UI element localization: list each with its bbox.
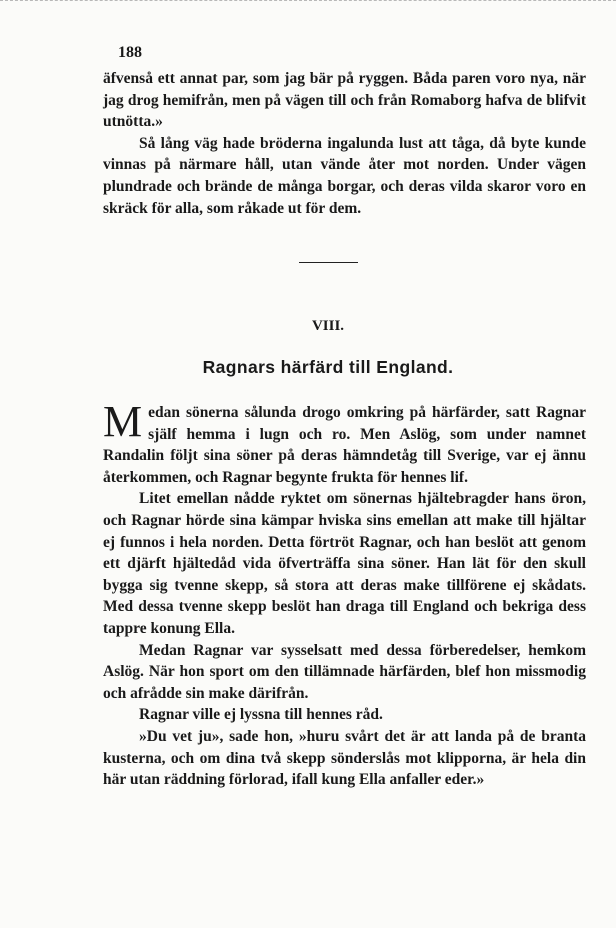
paragraph: Medan Ragnar var sysselsatt med dessa förberedelser, hemkom Aslög. När hon sport om den tillämnade härfärden, blef hon missmodig och afrådde sin make därifrån. (103, 641, 586, 702)
first-paragraph (103, 397, 586, 488)
chapter-number: VIII. (311, 318, 345, 334)
paragraph: »Du vet ju», sade hon, »huru svårt det är att landa på de branta kusterna, och om dina två skepp sönderslås mot klipporna, är hela din här utan räddning förlorad, ifall kung Ella anfaller eder.» (103, 727, 586, 789)
paragraph: Ragnar ville ej lyssna till hennes råd. (139, 706, 383, 724)
page-number: 188 (118, 44, 142, 61)
paragraph: äfvenså ett annat par, som jag bär på ryggen. Båda paren voro nya, när jag drog hemifrån, men på vägen till och från Romaborg hafva de blifvit utnötta.» (103, 70, 586, 131)
page-top-border (0, 0, 616, 1)
first-paragraph-text: edan sönerna sålunda drogo omkring på härfärder, satt Ragnar själf hemma i lugn och ro. Men Aslög, som under namnet Randalin följt sina söner på deras hämndetåg till Sverige, var ej ännu återkommen, och Ragnar begynte frukta för hennes lif. (103, 404, 586, 486)
chapter-title: Ragnars härfärd till England. (202, 357, 454, 377)
continuation-text (103, 68, 586, 219)
paragraph: Litet emellan nådde ryktet om sönernas hjältebragder hans öron, och Ragnar hörde sina kämpar hviska sins emellan att make till hjältar ej funnos i hela norden. Detta förtröt Ragnar, och han beslöt att genom ett djärft hjältedåd vida öfverträffa sina söner. Han lät för den skull bygga sig tvenne skepp, så stora att deras make tillförene ej skådats. Med dessa tvenne skepp beslöt han draga till England och bekriga dess tappre konung Ella. (103, 490, 586, 637)
drop-cap: M (103, 397, 143, 446)
section-divider (299, 262, 358, 263)
chapter-body (103, 397, 586, 791)
paragraph: Så lång väg hade bröderna ingalunda lust att tåga, då byte kunde vinnas på närmare håll, utan vände åter mot norden. Under vägen plundrade och brände de många borgar, och deras vilda skaror voro en skräck för alla, som råkade ut för dem. (103, 134, 586, 217)
